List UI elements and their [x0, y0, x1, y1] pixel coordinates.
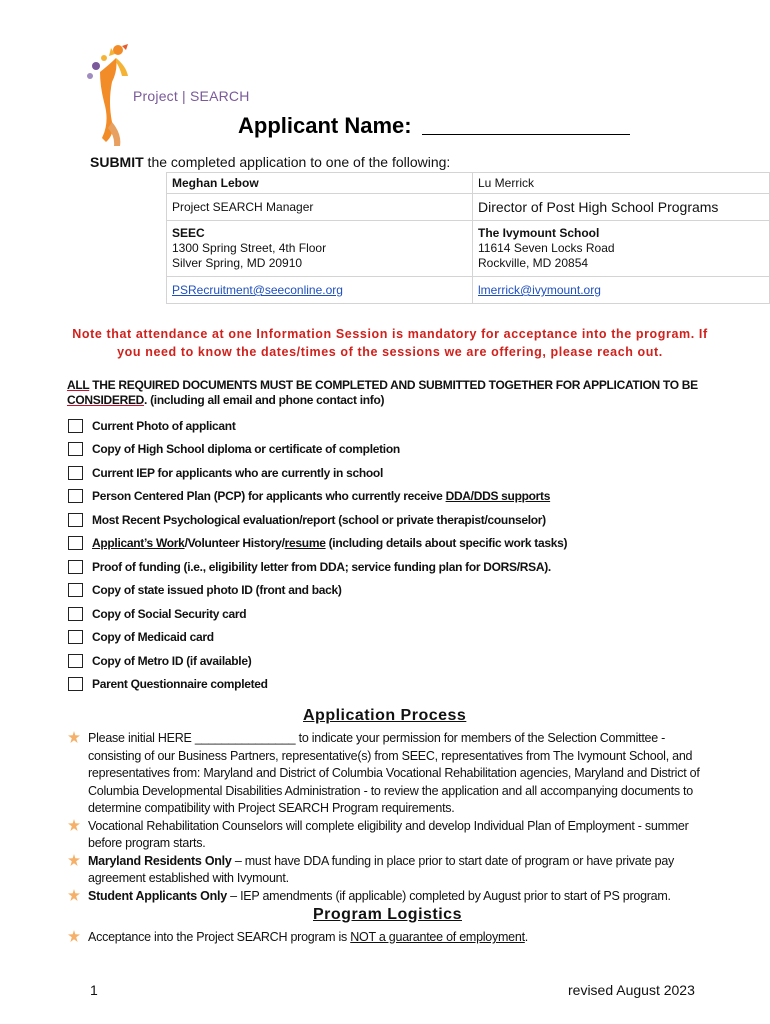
contact-right-title: Director of Post High School Programs [473, 194, 770, 221]
process-item-bold: Maryland Residents Only [88, 853, 232, 868]
checkbox[interactable] [68, 654, 83, 668]
doc-label: Most Recent Psychological evaluation/report (school or private therapist/counselor) [92, 512, 546, 527]
list-item [68, 438, 758, 462]
doc-label-part: /Volunteer History/ [184, 536, 285, 551]
doc-label-part: Person Centered Plan (PCP) for applicants who currently receive [92, 489, 446, 504]
doc-label: Parent Questionnaire completed [92, 677, 268, 692]
list-item [68, 602, 758, 626]
checkbox[interactable] [68, 583, 83, 597]
contact-right-address2: Rockville, MD 20854 [478, 256, 589, 270]
application-process-list [68, 730, 708, 905]
revision-date: revised August 2023 [568, 982, 695, 998]
doc-label: Copy of state issued photo ID (front and back) [92, 583, 342, 598]
list-item [68, 673, 758, 697]
document-checklist [68, 414, 758, 696]
contact-right-email-cell [473, 277, 770, 304]
info-session-note [70, 325, 710, 361]
checkbox[interactable] [68, 489, 83, 503]
page-number: 1 [90, 982, 98, 998]
submit-instruction [90, 154, 450, 170]
star-bullet-icon [68, 819, 80, 831]
program-logistics-heading: Program Logistics [313, 906, 462, 923]
list-item [68, 461, 758, 485]
list-item [68, 555, 758, 579]
doc-label: Copy of Social Security card [92, 606, 247, 621]
doc-label [92, 489, 550, 503]
checkbox[interactable] [68, 560, 83, 574]
required-text-1: THE REQUIRED DOCUMENTS MUST BE COMPLETED AND SUBMITTED TOGETHER FOR APPLICATION TO BE [89, 378, 698, 392]
list-item [68, 579, 758, 603]
doc-label [92, 536, 567, 550]
contact-right-email-link[interactable]: lmerrick@ivymount.org [478, 283, 601, 297]
star-bullet-icon [68, 854, 80, 866]
checkbox[interactable] [68, 630, 83, 644]
process-item-text: – must have DDA funding in place prior to start date of program or have private pay agreement established with Ivymount. [88, 853, 675, 885]
process-item-bold: Student Applicants Only [88, 888, 227, 903]
contact-right-org: The Ivymount School [478, 226, 600, 240]
contact-row-title [167, 194, 770, 221]
logistics-item-underlined: NOT a guarantee of employment [350, 930, 525, 944]
list-item [68, 888, 708, 906]
contact-left-name: Meghan Lebow [167, 173, 473, 194]
required-text-2: . (including all email and phone contact info) [144, 393, 385, 407]
contact-left-email-link[interactable]: PSRecruitment@seeconline.org [172, 283, 343, 297]
logistics-item-end: . [524, 930, 529, 944]
application-process-heading: Application Process [303, 707, 467, 724]
logistics-item-text: Acceptance into the Project SEARCH program is [88, 930, 351, 944]
checkbox[interactable] [68, 536, 83, 550]
checkbox[interactable] [68, 677, 83, 691]
note-line-1: Note that attendance at one Information Session is mandatory for acceptance into the program. If [72, 327, 708, 341]
required-all: ALL [67, 378, 90, 392]
list-item [68, 485, 758, 509]
doc-label: Current Photo of applicant [92, 418, 236, 433]
process-item-text: – IEP amendments (if applicable) completed by August prior to start of PS program. [226, 888, 671, 903]
doc-label: Copy of Medicaid card [92, 630, 214, 645]
submit-lead: SUBMIT [90, 154, 144, 170]
contact-left-address1: 1300 Spring Street, 4th Floor [172, 241, 327, 255]
contact-right-address [473, 221, 770, 277]
checkbox[interactable] [68, 466, 83, 480]
contact-row-name [167, 173, 770, 194]
list-item [68, 508, 758, 532]
list-item [68, 929, 708, 947]
doc-label: Current IEP for applicants who are currently in school [92, 465, 383, 480]
program-logistics-list [68, 929, 708, 947]
list-item [68, 818, 708, 853]
contact-row-address [167, 221, 770, 277]
doc-label-part: (including details about specific work tasks) [325, 536, 568, 551]
process-item-text: Vocational Rehabilitation Counselors will complete eligibility and develop Individual Plan of Employment - summer before program starts. [88, 818, 689, 850]
list-item [68, 532, 758, 556]
list-item [68, 730, 708, 818]
note-line-2: you need to know the dates/times of the sessions we are offering, please reach out. [117, 345, 663, 359]
required-documents-heading [67, 378, 747, 408]
contact-left-address [167, 221, 473, 277]
checkbox[interactable] [68, 419, 83, 433]
star-bullet-icon [68, 731, 80, 743]
logo-text: Project | SEARCH [133, 88, 250, 104]
submit-rest: the completed application to one of the following: [143, 154, 451, 170]
doc-label-underlined: DDA/DDS supports [445, 489, 551, 504]
contact-right-name: Lu Merrick [473, 173, 770, 194]
contact-left-title: Project SEARCH Manager [167, 194, 473, 221]
list-item [68, 626, 758, 650]
applicant-name-field [238, 113, 630, 139]
star-bullet-icon [68, 889, 80, 901]
required-considered: CONSIDERED [67, 393, 145, 407]
list-item [68, 853, 708, 888]
star-bullet-icon [68, 930, 80, 942]
checkbox[interactable] [68, 513, 83, 527]
applicant-name-line[interactable] [422, 133, 630, 135]
contact-left-email-cell [167, 277, 473, 304]
list-item [68, 414, 758, 438]
contact-left-org: SEEC [172, 226, 205, 240]
list-item [68, 649, 758, 673]
checkbox[interactable] [68, 607, 83, 621]
contact-left-address2: Silver Spring, MD 20910 [172, 256, 303, 270]
contact-table [166, 172, 770, 304]
doc-label: Proof of funding (i.e., eligibility letter from DDA; service funding plan for DORS/RSA). [92, 559, 551, 574]
checkbox[interactable] [68, 442, 83, 456]
doc-label: Copy of High School diploma or certificate of completion [92, 442, 400, 457]
doc-label-underlined: resume [284, 536, 326, 551]
doc-label-underlined: Applicant’s Work [92, 536, 185, 551]
process-item-text: Please initial HERE _______________ to indicate your permission for members of the Selection Committee - consisting of our Business Partners, representative(s) from SEEC, representatives from The Ivymount School, and representatives from: Maryland and District of Columbia Vocational Rehabilitation agencies, Maryland and District of Columbia Developmental Disabilities Administration - to review the application and all accompanying documents to determine compatibility with Project SEARCH Program requirements. [88, 731, 700, 815]
contact-row-email [167, 277, 770, 304]
applicant-name-label: Applicant Name: [238, 113, 412, 138]
doc-label: Copy of Metro ID (if available) [92, 653, 252, 668]
contact-right-address1: 11614 Seven Locks Road [478, 241, 615, 255]
